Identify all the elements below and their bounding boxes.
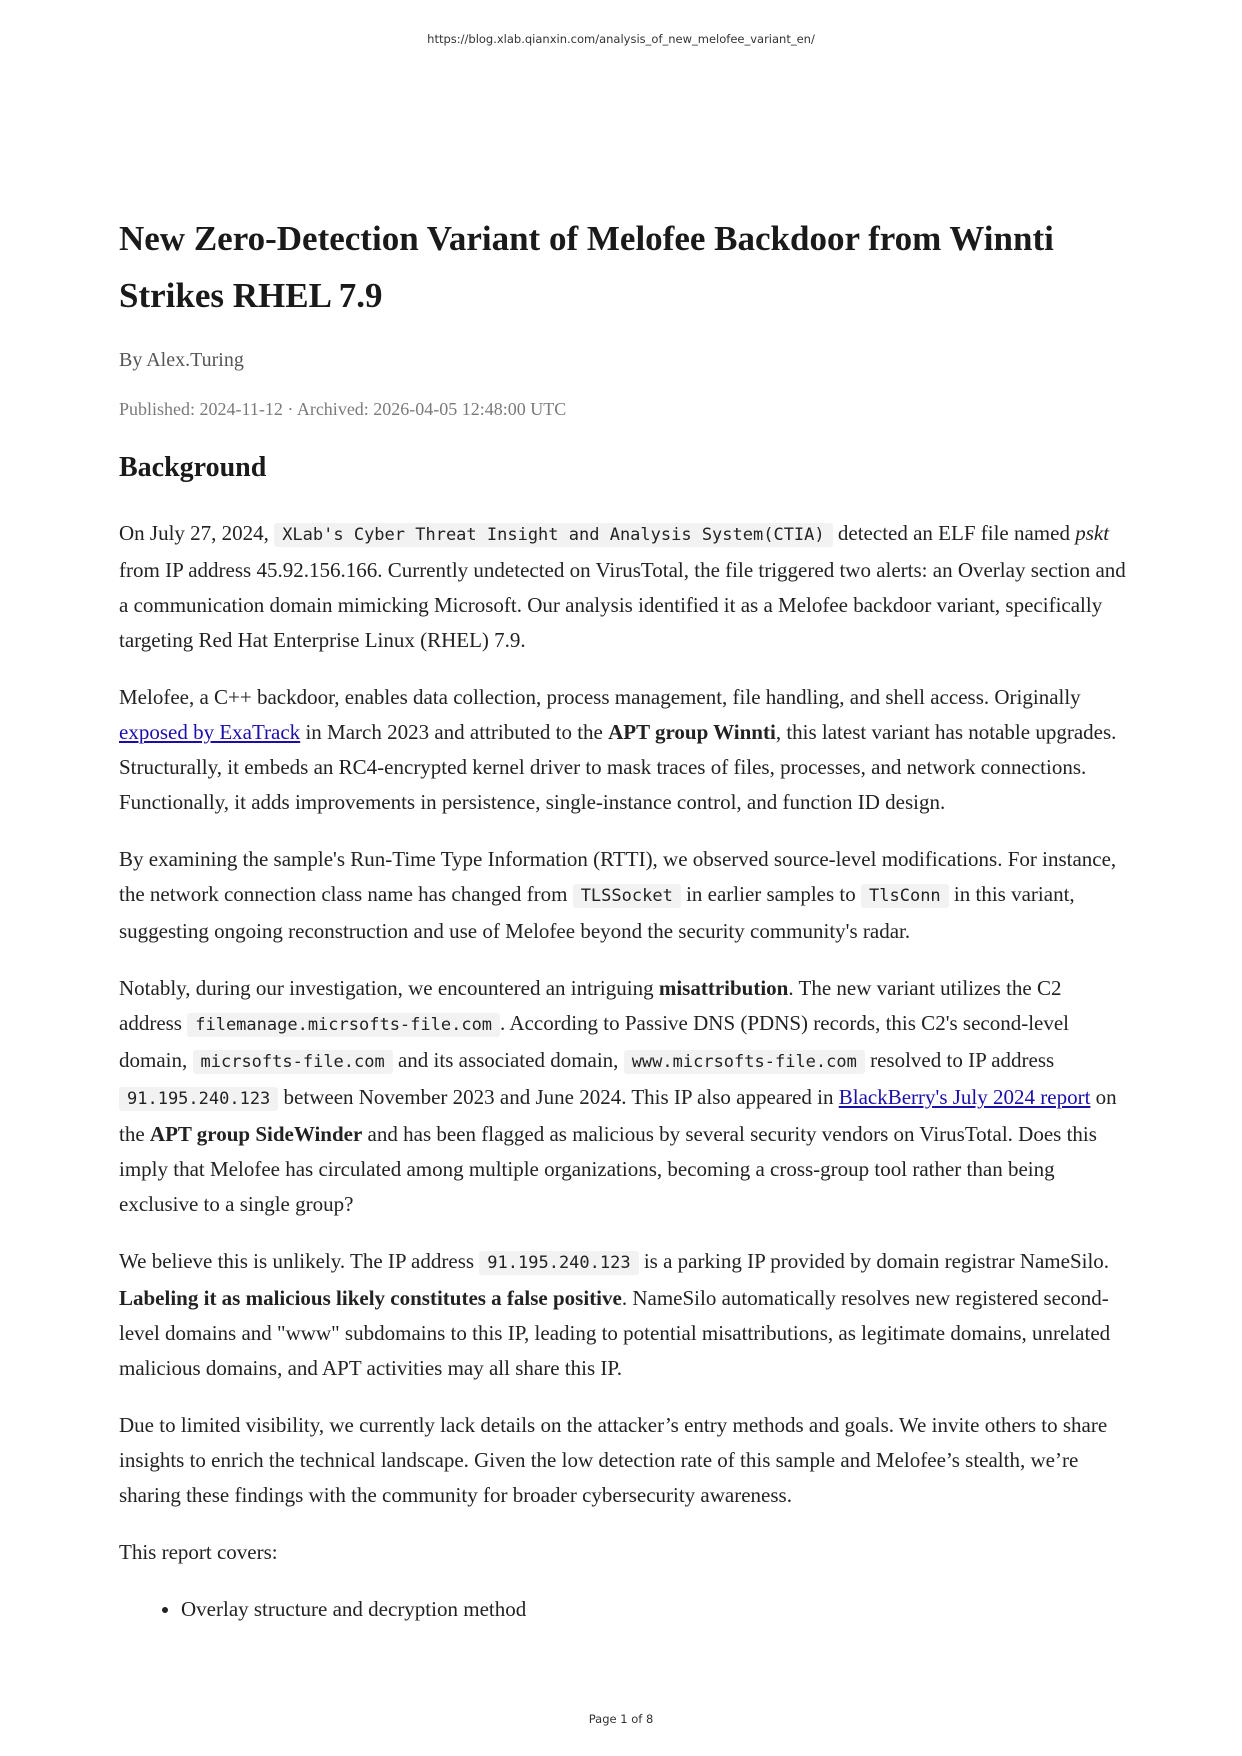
bold-text: misattribution bbox=[658, 976, 789, 1000]
article bbox=[119, 210, 1129, 1627]
author-byline: By Alex.Turing bbox=[119, 349, 244, 371]
publish-date: Published: 2024-11-12 · Archived: 2026-04-05 12:48:00 UTC bbox=[119, 399, 567, 419]
list-item: • Overlay structure and decryption method bbox=[181, 1592, 1129, 1627]
inline-code: TLSSocket bbox=[573, 884, 681, 908]
paragraph-report-covers: This report covers: bbox=[119, 1540, 278, 1564]
paragraph-intro: On July 27, 2024, XLab's Cyber Threat Insight and Analysis System(CTIA) detected an ELF file named pskt from IP address 45.92.156.166. Currently undetected on VirusTotal, the file triggered two alerts: an Overlay section and a communication domain mimicking Microsoft. Our analysis identified it as a Melofee backdoor variant, specifically targeting Red Hat Enterprise Linux (RHEL) 7.9. bbox=[119, 521, 1126, 652]
paragraph-rtti: By examining the sample's Run-Time Type Information (RTTI), we observed source-level modifications. For instance, the network connection class name has changed from TLSSocket in earlier samples to TlsConn in this variant, suggesting ongoing reconstruction and use of Melofee beyond the security community's radar. bbox=[119, 847, 1117, 943]
exatrack-link[interactable]: exposed by ExaTrack bbox=[119, 720, 301, 744]
bold-text: Labeling it as malicious likely constitutes a false positive bbox=[119, 1286, 622, 1310]
paragraph-visibility: Due to limited visibility, we currently lack details on the attacker’s entry methods and goals. We invite others to share insights to enrich the technical landscape. Given the low detection rate of this sample and Melofee’s stealth, we’re sharing these findings with the community for broader cybersecurity awareness. bbox=[119, 1413, 1108, 1507]
inline-code: TlsConn bbox=[861, 884, 949, 908]
inline-code: XLab's Cyber Threat Insight and Analysis System(CTIA) bbox=[274, 523, 832, 547]
blackberry-report-link[interactable]: BlackBerry's July 2024 report bbox=[838, 1085, 1091, 1109]
page-url-header: https://blog.xlab.qianxin.com/analysis_of_new_melofee_variant_en/ bbox=[427, 32, 815, 46]
article-title: New Zero-Detection Variant of Melofee Backdoor from Winnti Strikes RHEL 7.9 bbox=[119, 219, 1054, 315]
inline-code: micrsofts-file.com bbox=[193, 1050, 393, 1074]
bold-text: APT group Winnti bbox=[608, 720, 776, 744]
file-name: pskt bbox=[1075, 521, 1110, 545]
section-heading-background: Background bbox=[119, 452, 267, 483]
report-covers-list bbox=[119, 1592, 1129, 1627]
inline-code: 91.195.240.123 bbox=[119, 1087, 278, 1111]
paragraph-melofee: Melofee, a C++ backdoor, enables data collection, process management, file handling, and shell access. Originally exposed by ExaTrack in March 2023 and attributed to the APT group Winnti, this latest variant has notable upgrades. Structurally, it embeds an RC4-encrypted kernel driver to mask traces of files, processes, and network connections. Functionally, it adds improvements in persistence, single-instance control, and function ID design. bbox=[119, 685, 1117, 814]
paragraph-parking-ip: We believe this is unlikely. The IP address 91.195.240.123 is a parking IP provided by domain registrar NameSilo. Labeling it as malicious likely constitutes a false positive. NameSilo automatically resolves new registered second-level domains and "www" subdomains to this IP, leading to potential misattributions, as legitimate domains, unrelated malicious domains, and APT activities may all share this IP. bbox=[119, 1249, 1111, 1380]
inline-code: www.micrsofts-file.com bbox=[624, 1050, 865, 1074]
page-number: Page 1 of 8 bbox=[588, 1712, 654, 1726]
inline-code: filemanage.micrsofts-file.com bbox=[187, 1013, 500, 1037]
bold-text: APT group SideWinder bbox=[149, 1122, 363, 1146]
paragraph-misattribution: Notably, during our investigation, we encountered an intriguing misattribution. The new variant utilizes the C2 address filemanage.micrsofts-file.com . According to Passive DNS (PDNS) records, this C2's second-level domain, micrsofts-file.com and its associated domain, www.micrsofts-file.com resolved to IP address 91.195.240.123 between November 2023 and June 2024. This IP also appeared in BlackBerry's July 2024 report on the APT group SideWinder and has been flagged as malicious by several security vendors on VirusTotal. Does this imply that Melofee has circulated among multiple organizations, becoming a cross-group tool rather than being exclusive to a single group? bbox=[119, 976, 1117, 1216]
inline-code: 91.195.240.123 bbox=[479, 1251, 638, 1275]
